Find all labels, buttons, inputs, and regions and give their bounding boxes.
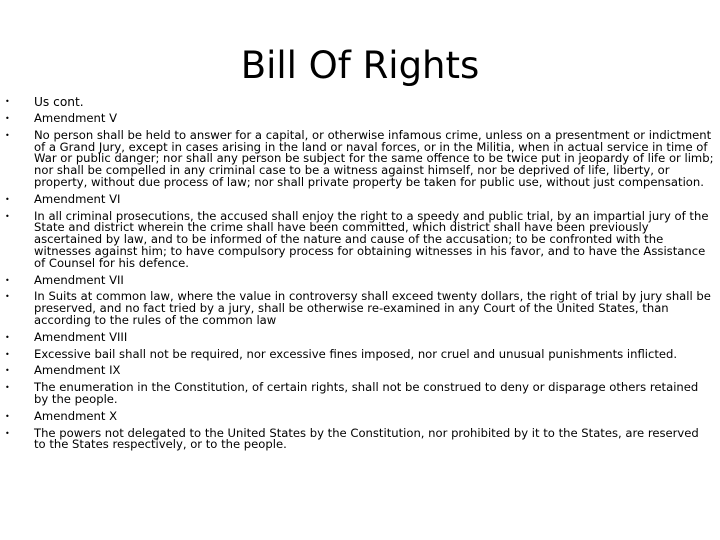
list-item-text: Excessive bail shall not be required, nor excessive fines imposed, nor cruel and unusual punishments inflicted. <box>34 346 678 361</box>
list-item-text: The powers not delegated to the United States by the Constitution, nor prohibited by it to the States, are reserved to the States respectively, or to the people. <box>34 425 699 452</box>
bullet-list <box>0 96 720 456</box>
list-item <box>0 96 720 109</box>
list-item <box>0 127 720 189</box>
bullet-icon: • <box>5 97 10 106</box>
list-item <box>0 291 720 326</box>
bullet-icon: • <box>5 211 10 221</box>
list-item <box>0 346 720 361</box>
list-item <box>0 425 720 452</box>
bullet-icon: • <box>5 332 10 342</box>
list-item <box>0 191 720 206</box>
slide-title: Bill Of Rights <box>240 44 480 87</box>
list-item <box>0 272 720 287</box>
list-item-text: In Suits at common law, where the value in controversy shall exceed twenty dollars, the right of trial by jury shall be preserved, and no fact tried by a jury, shall be otherwise re-examined in any Court of the United States, than according to the rules of the common law <box>34 289 711 327</box>
list-item-text: Amendment VIII <box>34 329 128 344</box>
list-item-text: Amendment X <box>34 408 118 423</box>
list-item <box>0 382 720 406</box>
list-item <box>0 408 720 423</box>
bullet-icon: • <box>5 383 10 393</box>
bullet-icon: • <box>5 292 10 302</box>
list-item-text: No person shall be held to answer for a capital, or otherwise infamous crime, unless on a presentment or indictment of a Grand Jury, except in cases arising in the land or naval forces, or in the Militia, when in actual service in time of War or public danger; nor shall any person be subject for the same offence to be twice put in jeopardy of life or limb; nor shall be compelled in any criminal case to be a witness against himself, nor be deprived of life, liberty, or property, without due process of law; nor shall private property be taken for public use, without just compensation. <box>34 127 714 189</box>
list-item-text: Amendment IX <box>34 363 121 378</box>
list-item <box>0 113 720 125</box>
list-item-text: Amendment VI <box>34 191 121 206</box>
list-item-text: The enumeration in the Constitution, of certain rights, shall not be construed to deny or disparage others retained by the people. <box>34 380 699 406</box>
list-item-text: Us cont. <box>34 95 84 109</box>
bullet-icon: • <box>5 411 10 421</box>
list-item <box>0 208 720 270</box>
list-item-text: In all criminal prosecutions, the accused shall enjoy the right to a speedy and public trial, by an impartial jury of the State and district wherein the crime shall have been committed, which district shall have been previously ascertained by law, and to be informed of the nature and cause of the accusation; to be confronted with the witnesses against him; to have compulsory process for obtaining witnesses in his favor, and to have the Assistance of Counsel for his defence. <box>34 208 709 270</box>
list-item-text: Amendment V <box>34 111 118 125</box>
bullet-icon: • <box>5 130 10 140</box>
bullet-icon: • <box>5 349 10 359</box>
bullet-icon: • <box>5 194 10 204</box>
bullet-icon: • <box>5 366 10 376</box>
bullet-icon: • <box>5 428 10 438</box>
list-item <box>0 329 720 344</box>
bullet-icon: • <box>5 275 10 285</box>
list-item <box>0 365 720 377</box>
list-item-text: Amendment VII <box>34 272 124 287</box>
bullet-icon: • <box>5 114 10 123</box>
